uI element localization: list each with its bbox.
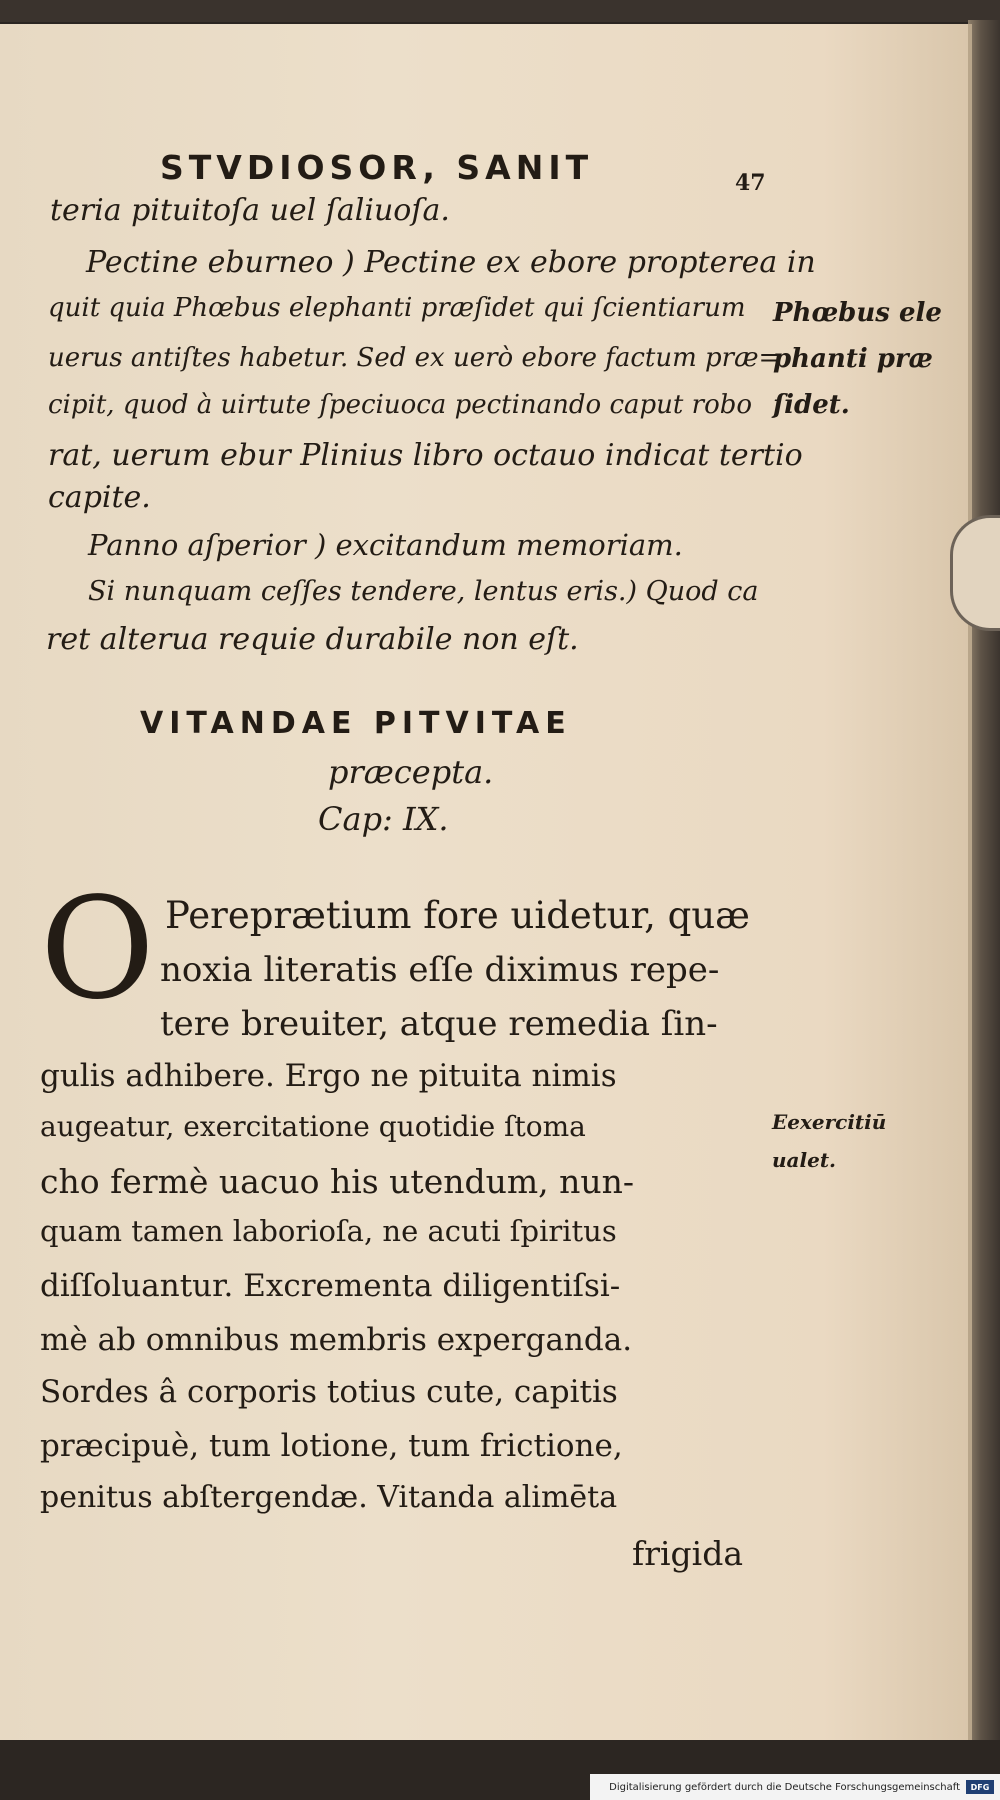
text-line: Si nunquam ceſſes tendere, lentus eris.) Quod ca [88, 576, 759, 607]
margin-note-line: ualet. [772, 1148, 837, 1172]
section-subtitle: præcepta. [328, 753, 494, 791]
text-line: quam tamen laborioſa, ne acuti ſpiritus [40, 1214, 617, 1248]
text-line: penitus abſtergendæ. Vitanda alimēta [40, 1480, 618, 1515]
text-line: præcipuè, tum lotione, tum frictione, [40, 1428, 623, 1464]
text-line: uerus antiſtes habetur. Sed ex uerò ebore factum præ= [48, 343, 781, 373]
text-line: diſſoluantur. Excrementa diligentiſsi- [40, 1268, 621, 1304]
running-title: STVDIOSOR, SANIT [160, 148, 594, 187]
text-line: Sordes â corporis totius cute, capitis [40, 1374, 618, 1410]
text-line: mè ab omnibus membris experganda. [40, 1322, 633, 1358]
margin-note-line: Phœbus ele [773, 298, 942, 328]
text-line: gulis adhibere. Ergo ne pituita nimis [40, 1058, 617, 1094]
page-tab-marker [950, 515, 1000, 631]
text-line: tere breuiter, atque remedia ſin- [160, 1004, 718, 1044]
text-line: augeatur, exercitatione quotidie ſtoma [40, 1110, 586, 1143]
text-line: quit quia Phœbus elephanti præſidet qui ſcientiarum [48, 293, 746, 323]
book-edge-right [968, 20, 1000, 1740]
text-line: Panno aſperior ) excitandum memoriam. [88, 528, 683, 562]
text-line: capite. [48, 480, 151, 515]
margin-note-line: phanti præ [773, 344, 933, 374]
section-title: VITANDAE PITVITAE [140, 706, 572, 741]
digitization-credit: Digitalisierung gefördert durch die Deutsche Forschungsgemeinschaft [609, 1781, 960, 1793]
drop-cap: O [40, 868, 155, 1031]
page-number: 47 [735, 170, 766, 196]
text-line: noxia literatis eſſe diximus repe- [160, 950, 720, 990]
text-line: teria pituitoſa uel ſaliuoſa. [50, 193, 450, 228]
text-line: frigida [632, 1534, 744, 1573]
digitization-credit-bar [590, 1774, 1000, 1800]
text-line: cipit, quod à uirtute ſpeciuoca pectinando caput robo [48, 390, 753, 420]
margin-note-line: Eexercitiū [772, 1110, 887, 1134]
text-line: Pectine eburneo ) Pectine ex ebore propterea in [86, 245, 816, 280]
text-line: Pereprætium fore uidetur, quæ [165, 894, 750, 937]
text-line: ret alterua requie durabile non eſt. [46, 622, 579, 657]
book-edge-top [0, 0, 1000, 22]
chapter-label: Cap: IX. [318, 800, 449, 838]
text-line: rat, uerum ebur Plinius libro octauo indicat tertio [48, 438, 803, 473]
text-line: cho fermè uacuo his utendum, nun- [40, 1162, 635, 1201]
dfg-logo-icon: DFG [966, 1780, 994, 1794]
margin-note-line: ſidet. [773, 390, 850, 420]
